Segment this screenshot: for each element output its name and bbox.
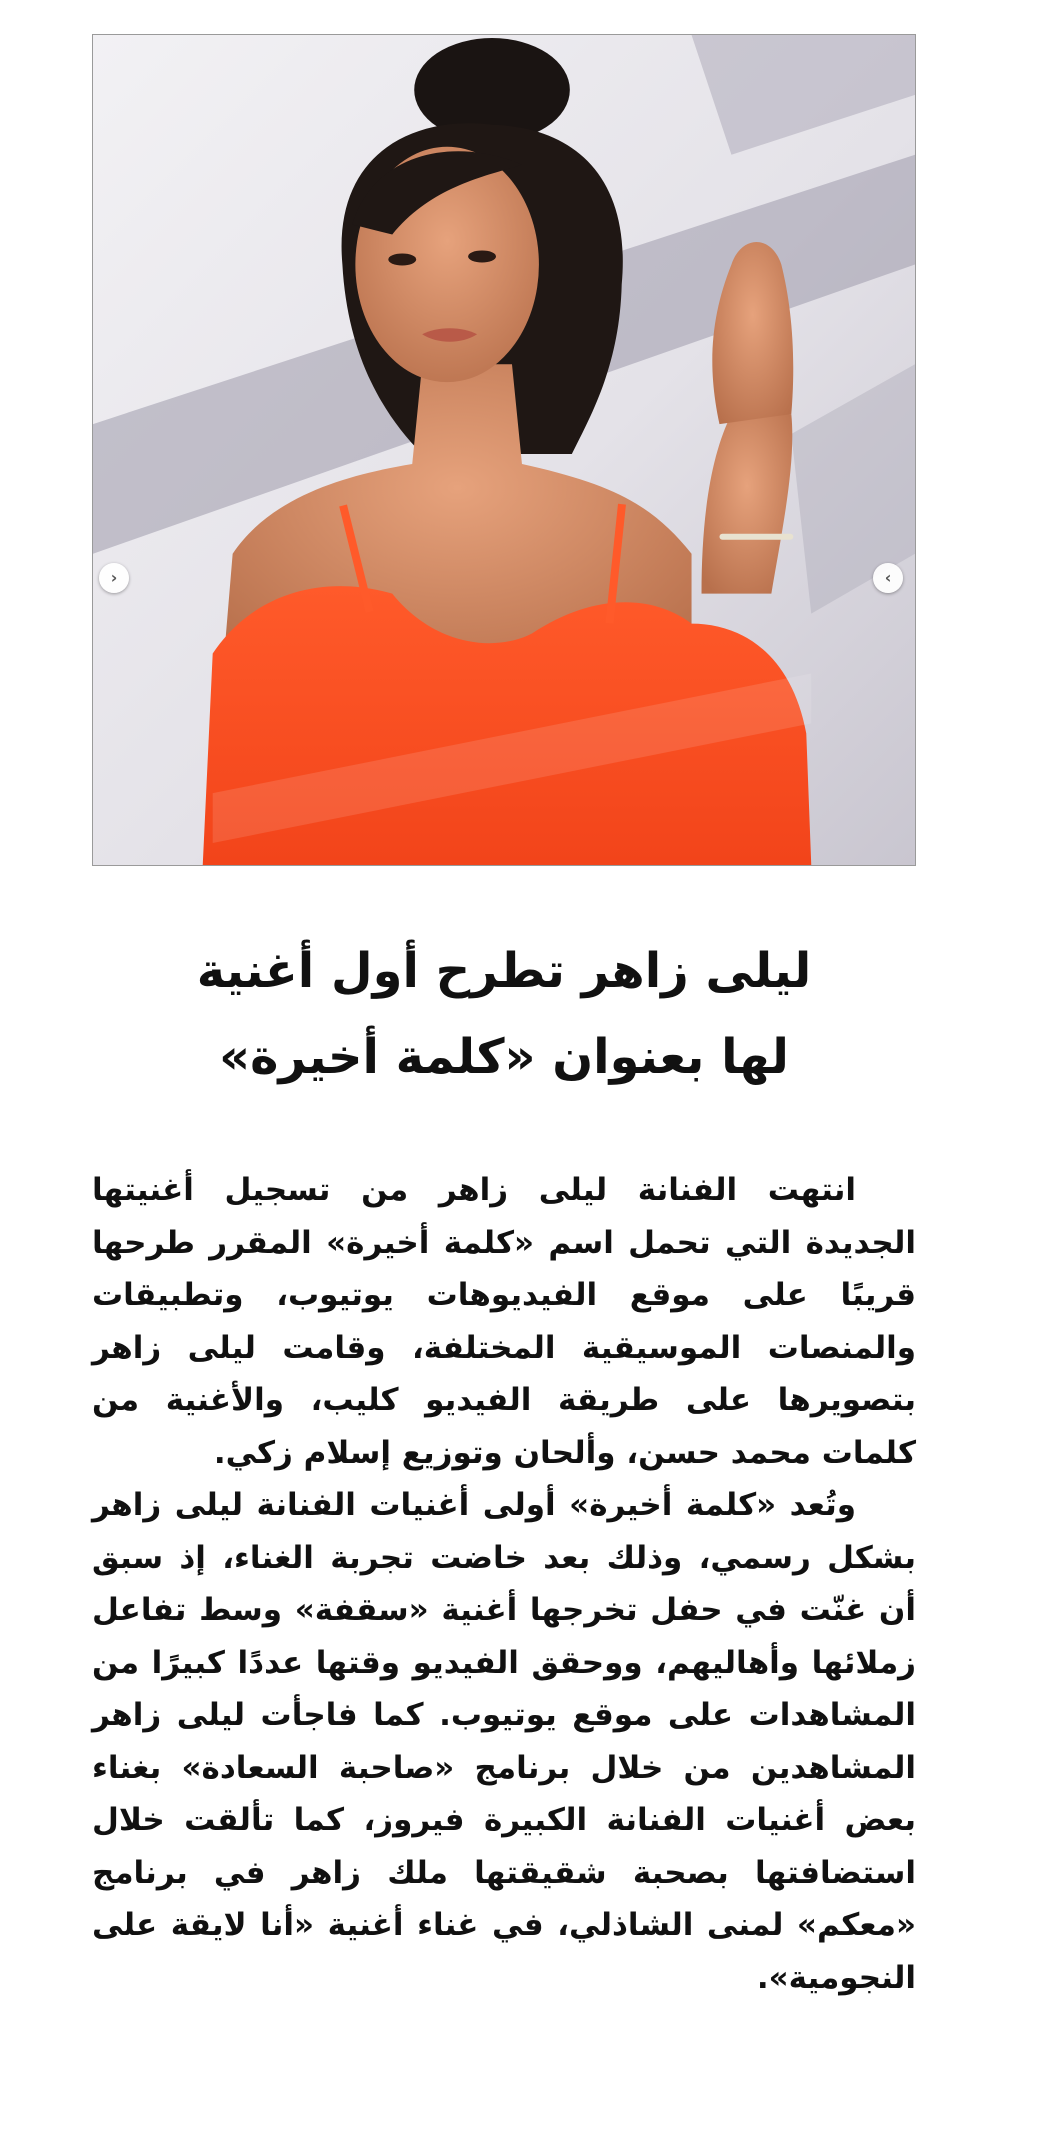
photo-carousel (92, 34, 916, 866)
article-paragraph-2: وتُعد «كلمة أخيرة» أولى أغنيات الفنانة ليلى زاهر بشكل رسمي، وذلك بعد خاضت تجربة الغناء، إذ سبق أن غنّت في حفل تخرجها أغنية «سقفة» وسط تفاعل زملائها وأهاليهم، ووحقق الفيديو وقتها عددًا كبيرًا من المشاهدات على موقع يوتيوب. كما فاجأت ليلى زاهر المشاهدين من خلال برنامج «صاحبة السعادة» بغناء بعض أغنيات الفنانة الكبيرة فيروز، كما تألقت خلال استضافتها بصحبة شقيقتها ملك زاهر في برنامج «معكم» لمنى الشاذلي، في غناء أغنية «أنا لايقة على النجومية». (92, 1487, 916, 1996)
headline-line-2: لها بعنوان «كلمة أخيرة» (219, 1029, 789, 1085)
article-body (92, 1164, 916, 2004)
article-photo (93, 35, 915, 865)
article-headline (92, 928, 916, 1100)
article-paragraph-1: انتهت الفنانة ليلى زاهر من تسجيل أغنيتها الجديدة التي تحمل اسم «كلمة أخيرة» المقرر طرحها قريبًا على موقع الفيديوهات يوتيوب، وتطبيقات والمنصات الموسيقية المختلفة، وقامت ليلى زاهر بتصويرها على طريقة الفيديو كليب، والأغنية من كلمات محمد حسن، وألحان وتوزيع إسلام زكي. (92, 1172, 916, 1471)
headline-line-1: ليلى زاهر تطرح أول أغنية (196, 943, 812, 999)
chevron-left-icon: ‹ (110, 568, 118, 587)
carousel-next-button[interactable] (873, 563, 903, 593)
carousel-prev-button[interactable] (99, 563, 129, 593)
chevron-right-icon: › (884, 568, 892, 587)
